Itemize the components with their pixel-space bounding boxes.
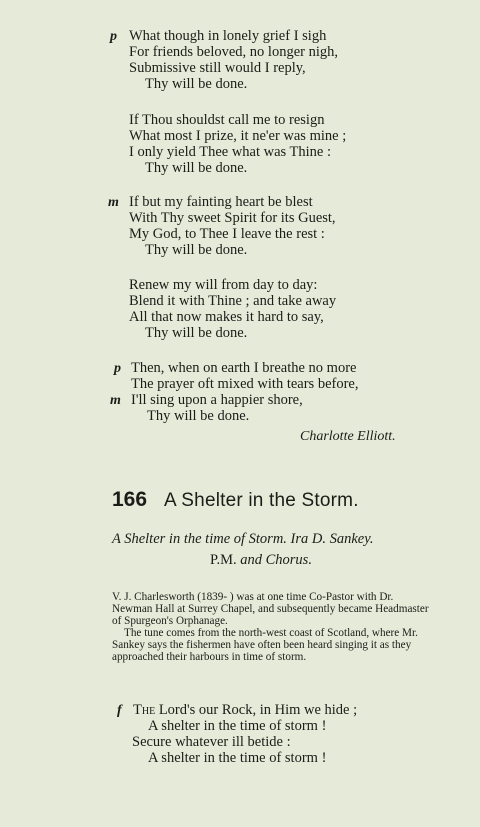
- verse-first-word: The: [133, 702, 156, 718]
- verse-line: What most I prize, it ne'er was mine ;: [129, 128, 347, 144]
- meter-and: and Chorus.: [240, 552, 312, 568]
- dynamic-marking: m: [108, 195, 119, 210]
- verse-line: [133, 702, 357, 719]
- note-paragraph: V. J. Charlesworth (1839- ) was at one time Co-Pastor with Dr. Newman Hall at Surrey Chapel, and subsequently became Headmaster of Spurgeon's Orphanage.: [112, 591, 429, 627]
- verse-refrain: Thy will be done.: [145, 76, 248, 92]
- dynamic-marking: p: [110, 29, 117, 44]
- verse-line-text: Lord's our Rock, in Him we hide ;: [158, 702, 358, 718]
- verse-line: The prayer oft mixed with tears before,: [131, 376, 359, 392]
- verse-refrain: Thy will be done.: [145, 242, 248, 258]
- meter-line: [210, 552, 312, 569]
- verse-line: Submissive still would I reply,: [129, 60, 306, 76]
- verse-line: For friends beloved, no longer nigh,: [129, 44, 339, 60]
- verse-line: My God, to Thee I leave the rest :: [129, 226, 325, 242]
- dynamic-marking: f: [117, 703, 122, 718]
- verse-line: I'll sing upon a happier shore,: [131, 392, 303, 408]
- verse-line: A shelter in the time of storm !: [148, 718, 327, 734]
- verse-line: A shelter in the time of storm !: [148, 750, 327, 766]
- verse-refrain: Thy will be done.: [145, 160, 248, 176]
- hymn-number: 166: [112, 488, 148, 511]
- verse-line: Blend it with Thine ; and take away: [129, 293, 337, 309]
- hymn-title: A Shelter in the Storm.: [164, 490, 359, 511]
- verse-refrain: Thy will be done.: [147, 408, 250, 424]
- tune-line: A Shelter in the time of Storm. Ira D. Sankey.: [112, 531, 374, 547]
- verse-line: With Thy sweet Spirit for its Guest,: [129, 210, 336, 226]
- verse-refrain: Thy will be done.: [145, 325, 248, 341]
- verse-line: If Thou shouldst call me to resign: [129, 112, 325, 128]
- verse-line: I only yield Thee what was Thine :: [129, 144, 332, 160]
- author-credit: Charlotte Elliott.: [300, 429, 396, 444]
- note-paragraph: The tune comes from the north-west coast of Scotland, where Mr. Sankey says the fishermen have often been heard singing it as they approached their harbours in time of storm.: [112, 627, 418, 663]
- dynamic-marking: p: [114, 361, 121, 376]
- verse-line: Then, when on earth I breathe no more: [131, 360, 357, 376]
- verse-line: All that now makes it hard to say,: [129, 309, 324, 325]
- meter: P.M.: [210, 552, 237, 568]
- verse-line: What though in lonely grief I sigh: [129, 28, 327, 44]
- historical-note: [112, 591, 434, 663]
- dynamic-marking: m: [110, 393, 121, 408]
- verse-line: Secure whatever ill betide :: [132, 734, 291, 750]
- verse-line: If but my fainting heart be blest: [129, 194, 313, 210]
- verse-line: Renew my will from day to day:: [129, 277, 318, 293]
